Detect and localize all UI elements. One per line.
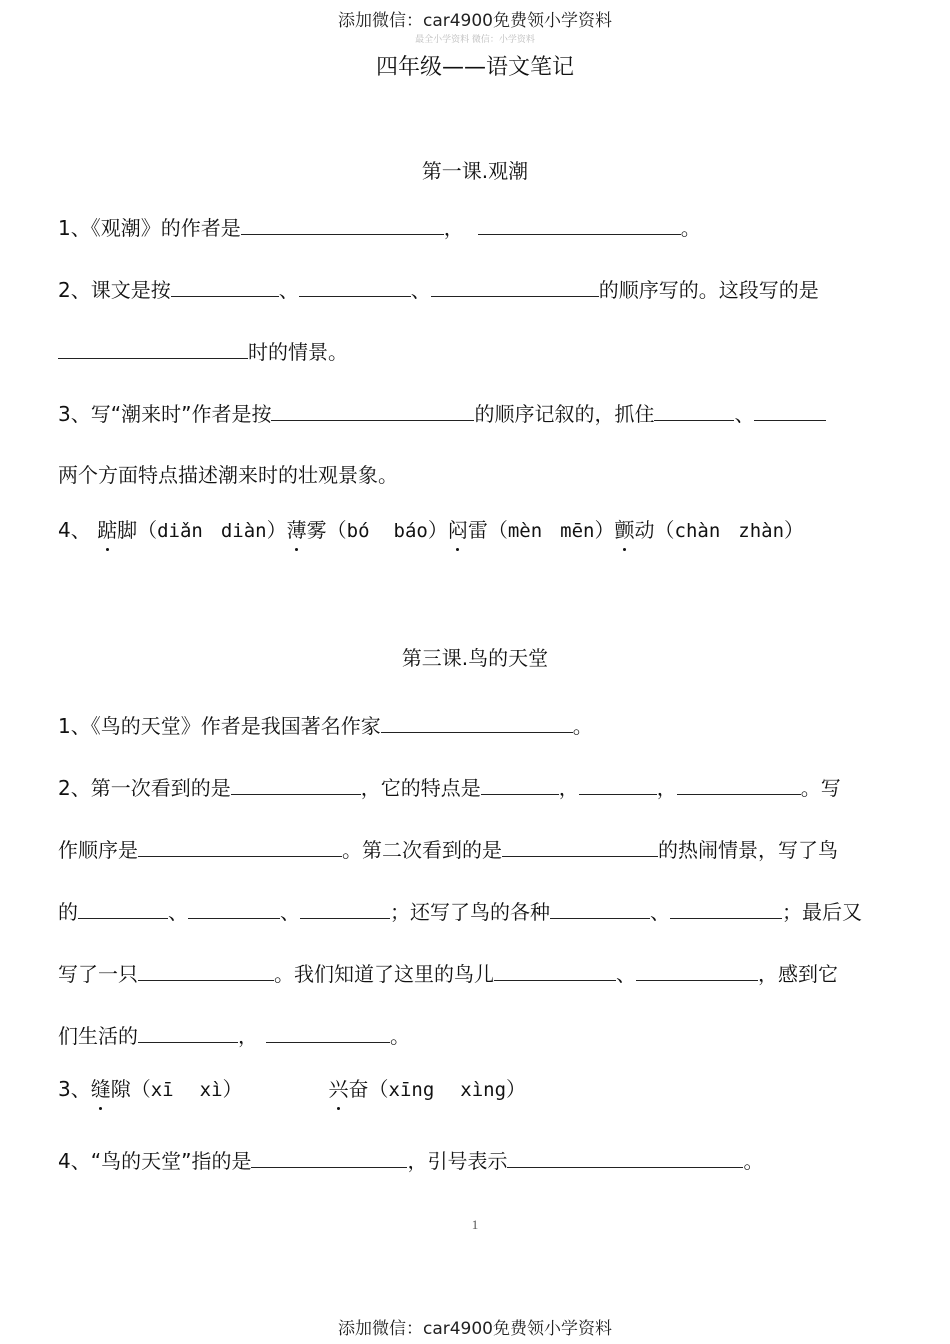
dotted-char: 踮 [97, 515, 117, 545]
blank[interactable] [494, 958, 616, 981]
blank[interactable] [138, 834, 342, 857]
lesson3-q2-line5 [58, 1020, 410, 1051]
lesson3-heading: 第三课.鸟的天堂 [401, 646, 549, 670]
q3-num: 3、 [58, 1077, 91, 1101]
pinyin-option[interactable]: diǎn [157, 520, 203, 542]
pinyin-option[interactable]: mèn [507, 520, 543, 542]
q4-item-3 [448, 518, 615, 542]
blank[interactable] [266, 1020, 390, 1043]
blank[interactable] [431, 274, 599, 297]
end-mark: 。 [390, 1024, 410, 1048]
blank[interactable] [78, 896, 168, 919]
q2-text: 写了一只 [58, 962, 138, 986]
q2-end: 时的情景。 [248, 340, 348, 364]
q2-text: 们生活的 [58, 1024, 138, 1048]
lesson1-q3-cont: 两个方面特点描述潮来时的壮观景象。 [58, 463, 398, 487]
sep: ， [443, 216, 464, 240]
end-mark: 。 [572, 714, 593, 738]
blank[interactable] [754, 398, 826, 421]
blank[interactable] [481, 772, 559, 795]
q2-text: 。写 [800, 776, 841, 800]
q3-item-2 [329, 1077, 527, 1101]
q1-text: 1、《鸟的天堂》作者是我国著名作家 [58, 714, 381, 738]
dotted-char: 颤 [615, 515, 635, 545]
blank[interactable] [138, 958, 274, 981]
pinyin-option[interactable]: bó [346, 520, 370, 542]
dotted-char: 缝 [91, 1074, 111, 1104]
q4-item-4 [615, 518, 805, 542]
sep: 、 [616, 962, 636, 986]
blank[interactable] [507, 1145, 743, 1168]
q2-text: ，感到它 [758, 962, 838, 986]
end-mark: 。 [743, 1149, 764, 1173]
lesson1-q3 [58, 398, 826, 429]
char: 雾 [306, 518, 327, 542]
lesson3-q2-line2 [58, 834, 838, 865]
pinyin-option[interactable]: báo [393, 520, 428, 542]
q2-text: 2、课文是按 [58, 278, 171, 302]
sep: 、 [278, 278, 299, 302]
lesson1-q4 [58, 515, 804, 546]
paren: （ [326, 518, 347, 542]
blank[interactable] [171, 274, 279, 297]
q2-mid: 的顺序写的。这段写的是 [598, 278, 819, 302]
q2-text: 的热闹情景，写了鸟 [658, 838, 838, 862]
q4-item-2 [287, 518, 448, 542]
blank[interactable] [654, 398, 734, 421]
blank[interactable] [271, 398, 474, 421]
lesson3-q3 [58, 1074, 526, 1105]
sep: 、 [410, 278, 431, 302]
blank[interactable] [300, 896, 390, 919]
lesson1-heading: 第一课.观潮 [421, 159, 529, 183]
blank[interactable] [241, 212, 444, 235]
blank[interactable] [231, 772, 361, 795]
blank[interactable] [381, 710, 573, 733]
watermark-top: 添加微信：car4900免费领小学资料 [337, 11, 613, 31]
dotted-char: 闷 [448, 515, 468, 545]
q2-text: 。我们知道了这里的鸟儿 [274, 962, 494, 986]
lesson3-q4 [58, 1145, 763, 1176]
blank[interactable] [579, 772, 657, 795]
q1-text: 1、《观潮》的作者是 [58, 216, 241, 240]
paren: （ [368, 1077, 389, 1101]
paren: ） [266, 518, 287, 542]
char: 隙 [110, 1077, 131, 1101]
page-number: 1 [471, 1217, 479, 1232]
paren: （ [130, 1077, 151, 1101]
sep: 、 [168, 900, 188, 924]
paren: ） [784, 518, 805, 542]
blank[interactable] [550, 896, 650, 919]
dotted-char: 薄 [287, 515, 307, 545]
blank[interactable] [251, 1145, 407, 1168]
pinyin-option[interactable]: mēn [560, 520, 595, 542]
blank[interactable] [188, 896, 280, 919]
blank[interactable] [636, 958, 758, 981]
blank[interactable] [58, 336, 248, 359]
blank[interactable] [502, 834, 658, 857]
blank[interactable] [677, 772, 801, 795]
lesson3-q2-line1 [58, 772, 841, 803]
sep: ， [238, 1024, 258, 1048]
q4-num: 4、 [58, 518, 91, 542]
watermark-bottom: 添加微信：car4900免费领小学资料 [337, 1319, 613, 1339]
paren: ） [427, 518, 448, 542]
q2-text: 2、第一次看到的是 [58, 776, 231, 800]
sep: 、 [280, 900, 300, 924]
sep: 、 [734, 402, 755, 426]
lesson3-q1 [58, 710, 593, 741]
q3-text: 3、写“潮来时”作者是按 [58, 402, 272, 426]
lesson1-q2-cont [58, 336, 348, 367]
paren: ） [222, 1077, 243, 1101]
paren: ） [594, 518, 615, 542]
q2-text: 作顺序是 [58, 838, 138, 862]
char: 脚 [117, 518, 138, 542]
q2-text: ；最后又 [782, 900, 862, 924]
pinyin-option[interactable]: chàn [674, 520, 721, 542]
end-mark: 。 [680, 216, 701, 240]
q2-text: 的 [58, 900, 78, 924]
lesson1-q2 [58, 274, 819, 305]
q2-text: 。第二次看到的是 [342, 838, 502, 862]
q4-text: ，引号表示 [407, 1149, 508, 1173]
paren: ） [506, 1077, 527, 1101]
sep: ， [558, 776, 579, 800]
blank[interactable] [478, 212, 681, 235]
lesson3-q2-line4 [58, 958, 838, 989]
q2-text: ；还写了鸟的各种 [390, 900, 550, 924]
paren: （ [137, 518, 158, 542]
faint-header: 最全小学资料 微信：小学资料 [415, 35, 535, 45]
blank[interactable] [138, 1020, 238, 1043]
q4-text: 4、“鸟的天堂”指的是 [58, 1149, 252, 1173]
pinyin-option[interactable]: xīng [388, 1079, 435, 1101]
char: 动 [634, 518, 655, 542]
paren: （ [487, 518, 508, 542]
paren: （ [654, 518, 675, 542]
char: 雷 [467, 518, 488, 542]
blank[interactable] [670, 896, 782, 919]
pinyin-option[interactable]: zhàn [738, 520, 785, 542]
pinyin-option[interactable]: xìng [460, 1079, 507, 1101]
pinyin-option[interactable]: xī [150, 1079, 174, 1101]
q3-mid: 的顺序记叙的，抓住 [474, 402, 655, 426]
pinyin-option[interactable]: xì [199, 1079, 223, 1101]
char: 奋 [348, 1077, 369, 1101]
sep: ， [656, 776, 677, 800]
q3-item-1 [91, 1077, 243, 1101]
lesson3-q2-line3 [58, 896, 862, 927]
q2-text: ，它的特点是 [360, 776, 481, 800]
lesson1-q1 [58, 212, 701, 243]
dotted-char: 兴 [329, 1074, 349, 1104]
page-title: 四年级——语文笔记 [375, 55, 574, 80]
sep: 、 [650, 900, 670, 924]
pinyin-option[interactable]: diàn [220, 520, 267, 542]
blank[interactable] [299, 274, 411, 297]
q4-item-1 [97, 518, 287, 542]
